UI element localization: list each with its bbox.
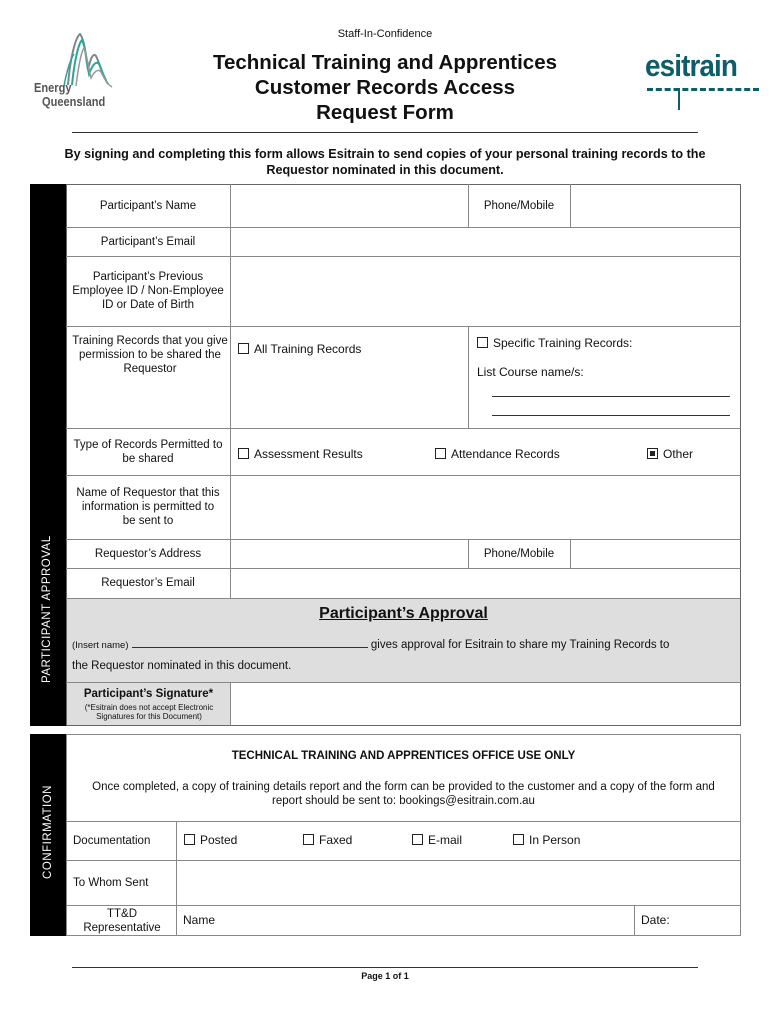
posted-option[interactable] <box>184 833 237 847</box>
approval-text: gives approval for Esitrain to share my Training Records to <box>370 639 670 651</box>
assessment-results-text: Assessment Results <box>254 447 363 461</box>
intro-text: By signing and completing this form allows Esitrain to send copies of your personal training records to the Requestor nominated in this document. <box>64 147 706 177</box>
participant-side-bar <box>30 184 66 726</box>
insert-name-label: (Insert name) <box>72 640 129 651</box>
assessment-results-checkbox[interactable] <box>238 448 249 459</box>
confidentiality-label: Staff-In-Confidence <box>337 28 433 40</box>
email-checkbox[interactable] <box>412 834 423 845</box>
requestor-address-field[interactable] <box>231 540 467 567</box>
specific-training-records-text: Specific Training Records: <box>493 336 633 350</box>
type-of-records-label: Type of Records Permitted to be shared <box>73 438 223 465</box>
approval-heading: Participant’s Approval <box>319 605 488 622</box>
documentation-label: Documentation <box>73 834 151 847</box>
in-person-checkbox[interactable] <box>513 834 524 845</box>
energy-queensland-logo <box>30 30 130 110</box>
assessment-results-option[interactable] <box>238 447 363 461</box>
signature-label: Participant’s Signature* <box>83 688 214 700</box>
email-text: E-mail <box>428 833 463 847</box>
other-option[interactable] <box>647 447 693 461</box>
posted-checkbox[interactable] <box>184 834 195 845</box>
date-label: Date: <box>641 913 670 927</box>
office-instructions: Once completed, a copy of training details report and the form can be provided to the customer and a copy of the form and report should be sent to: bookings@esitrain.com.au <box>92 781 715 807</box>
specific-training-records-checkbox[interactable] <box>477 337 488 348</box>
insert-name-line[interactable] <box>132 639 368 648</box>
eq-logo-text-2: Queensland <box>42 94 106 109</box>
email-option[interactable] <box>412 833 462 847</box>
requestor-name-label: Name of Requestor that this information is permitted to be sent to <box>76 487 220 527</box>
course-line-1[interactable] <box>492 396 730 397</box>
participant-email-label: Participant’s Email <box>100 235 196 248</box>
all-training-records-text: All Training Records <box>254 342 362 356</box>
approval-text-2: the Requestor nominated in this document. <box>72 660 292 672</box>
requestor-phone-field[interactable] <box>571 540 740 567</box>
all-training-records-checkbox[interactable] <box>238 343 249 354</box>
in-person-option[interactable] <box>513 833 580 847</box>
course-line-2[interactable] <box>492 415 730 416</box>
office-heading: TECHNICAL TRAINING AND APPRENTICES OFFICE USE ONLY <box>231 750 576 762</box>
title-line-2: Customer Records Access <box>254 76 516 99</box>
signature-note: (*Esitrain does not accept Electronic Signatures for this Document) <box>84 703 214 721</box>
participant-email-field[interactable] <box>231 228 740 255</box>
other-checkbox[interactable] <box>647 448 658 459</box>
eq-logo-text-1: Energy <box>34 80 72 95</box>
title-line-3: Request Form <box>316 101 454 124</box>
phone-mobile-field[interactable] <box>571 185 740 226</box>
participant-approval-label: PARTICIPANT APPROVAL <box>41 535 53 683</box>
requestor-phone-label: Phone/Mobile <box>483 547 555 560</box>
attendance-records-text: Attendance Records <box>451 447 560 461</box>
other-text: Other <box>663 447 694 461</box>
previous-id-label: Participant’s Previous Employee ID / Non-Employee ID or Date of Birth <box>72 271 224 311</box>
header-divider <box>72 132 698 133</box>
footer-divider <box>72 967 698 968</box>
confirmation-label: CONFIRMATION <box>42 785 54 879</box>
participant-name-field[interactable] <box>231 185 467 226</box>
faxed-checkbox[interactable] <box>303 834 314 845</box>
attendance-records-option[interactable] <box>435 447 560 461</box>
posted-text: Posted <box>200 833 238 847</box>
esitrain-logo <box>645 48 760 114</box>
faxed-option[interactable] <box>303 833 352 847</box>
approval-statement <box>72 639 669 651</box>
to-whom-sent-field[interactable] <box>177 861 740 904</box>
form-title <box>150 50 620 125</box>
list-course-label: List Course name/s: <box>477 365 584 379</box>
all-training-records-option[interactable] <box>238 342 361 356</box>
specific-training-records-option[interactable] <box>477 336 632 350</box>
to-whom-sent-label: To Whom Sent <box>73 876 149 889</box>
esitrain-logo-text: esitrain <box>645 48 738 83</box>
in-person-text: In Person <box>529 833 581 847</box>
requestor-email-field[interactable] <box>231 569 740 597</box>
confirmation-side-bar <box>30 734 66 936</box>
ttd-rep-label: TT&D Representative <box>83 907 161 934</box>
name-label: Name <box>183 913 216 927</box>
name-field[interactable] <box>220 906 633 935</box>
previous-id-field[interactable] <box>231 257 740 325</box>
signature-field[interactable] <box>231 683 740 725</box>
training-records-label: Training Records that you give permission to be shared the Requestor <box>72 335 228 375</box>
title-line-1: Technical Training and Apprentices <box>212 51 557 74</box>
requestor-email-label: Requestor’s Email <box>101 577 195 589</box>
participant-name-label: Participant’s Name <box>99 199 197 212</box>
faxed-text: Faxed <box>319 833 353 847</box>
page-number: Page 1 of 1 <box>361 971 409 981</box>
requestor-address-label: Requestor’s Address <box>94 547 202 560</box>
requestor-name-field[interactable] <box>231 476 740 538</box>
attendance-records-checkbox[interactable] <box>435 448 446 459</box>
phone-mobile-label: Phone/Mobile <box>483 199 555 212</box>
